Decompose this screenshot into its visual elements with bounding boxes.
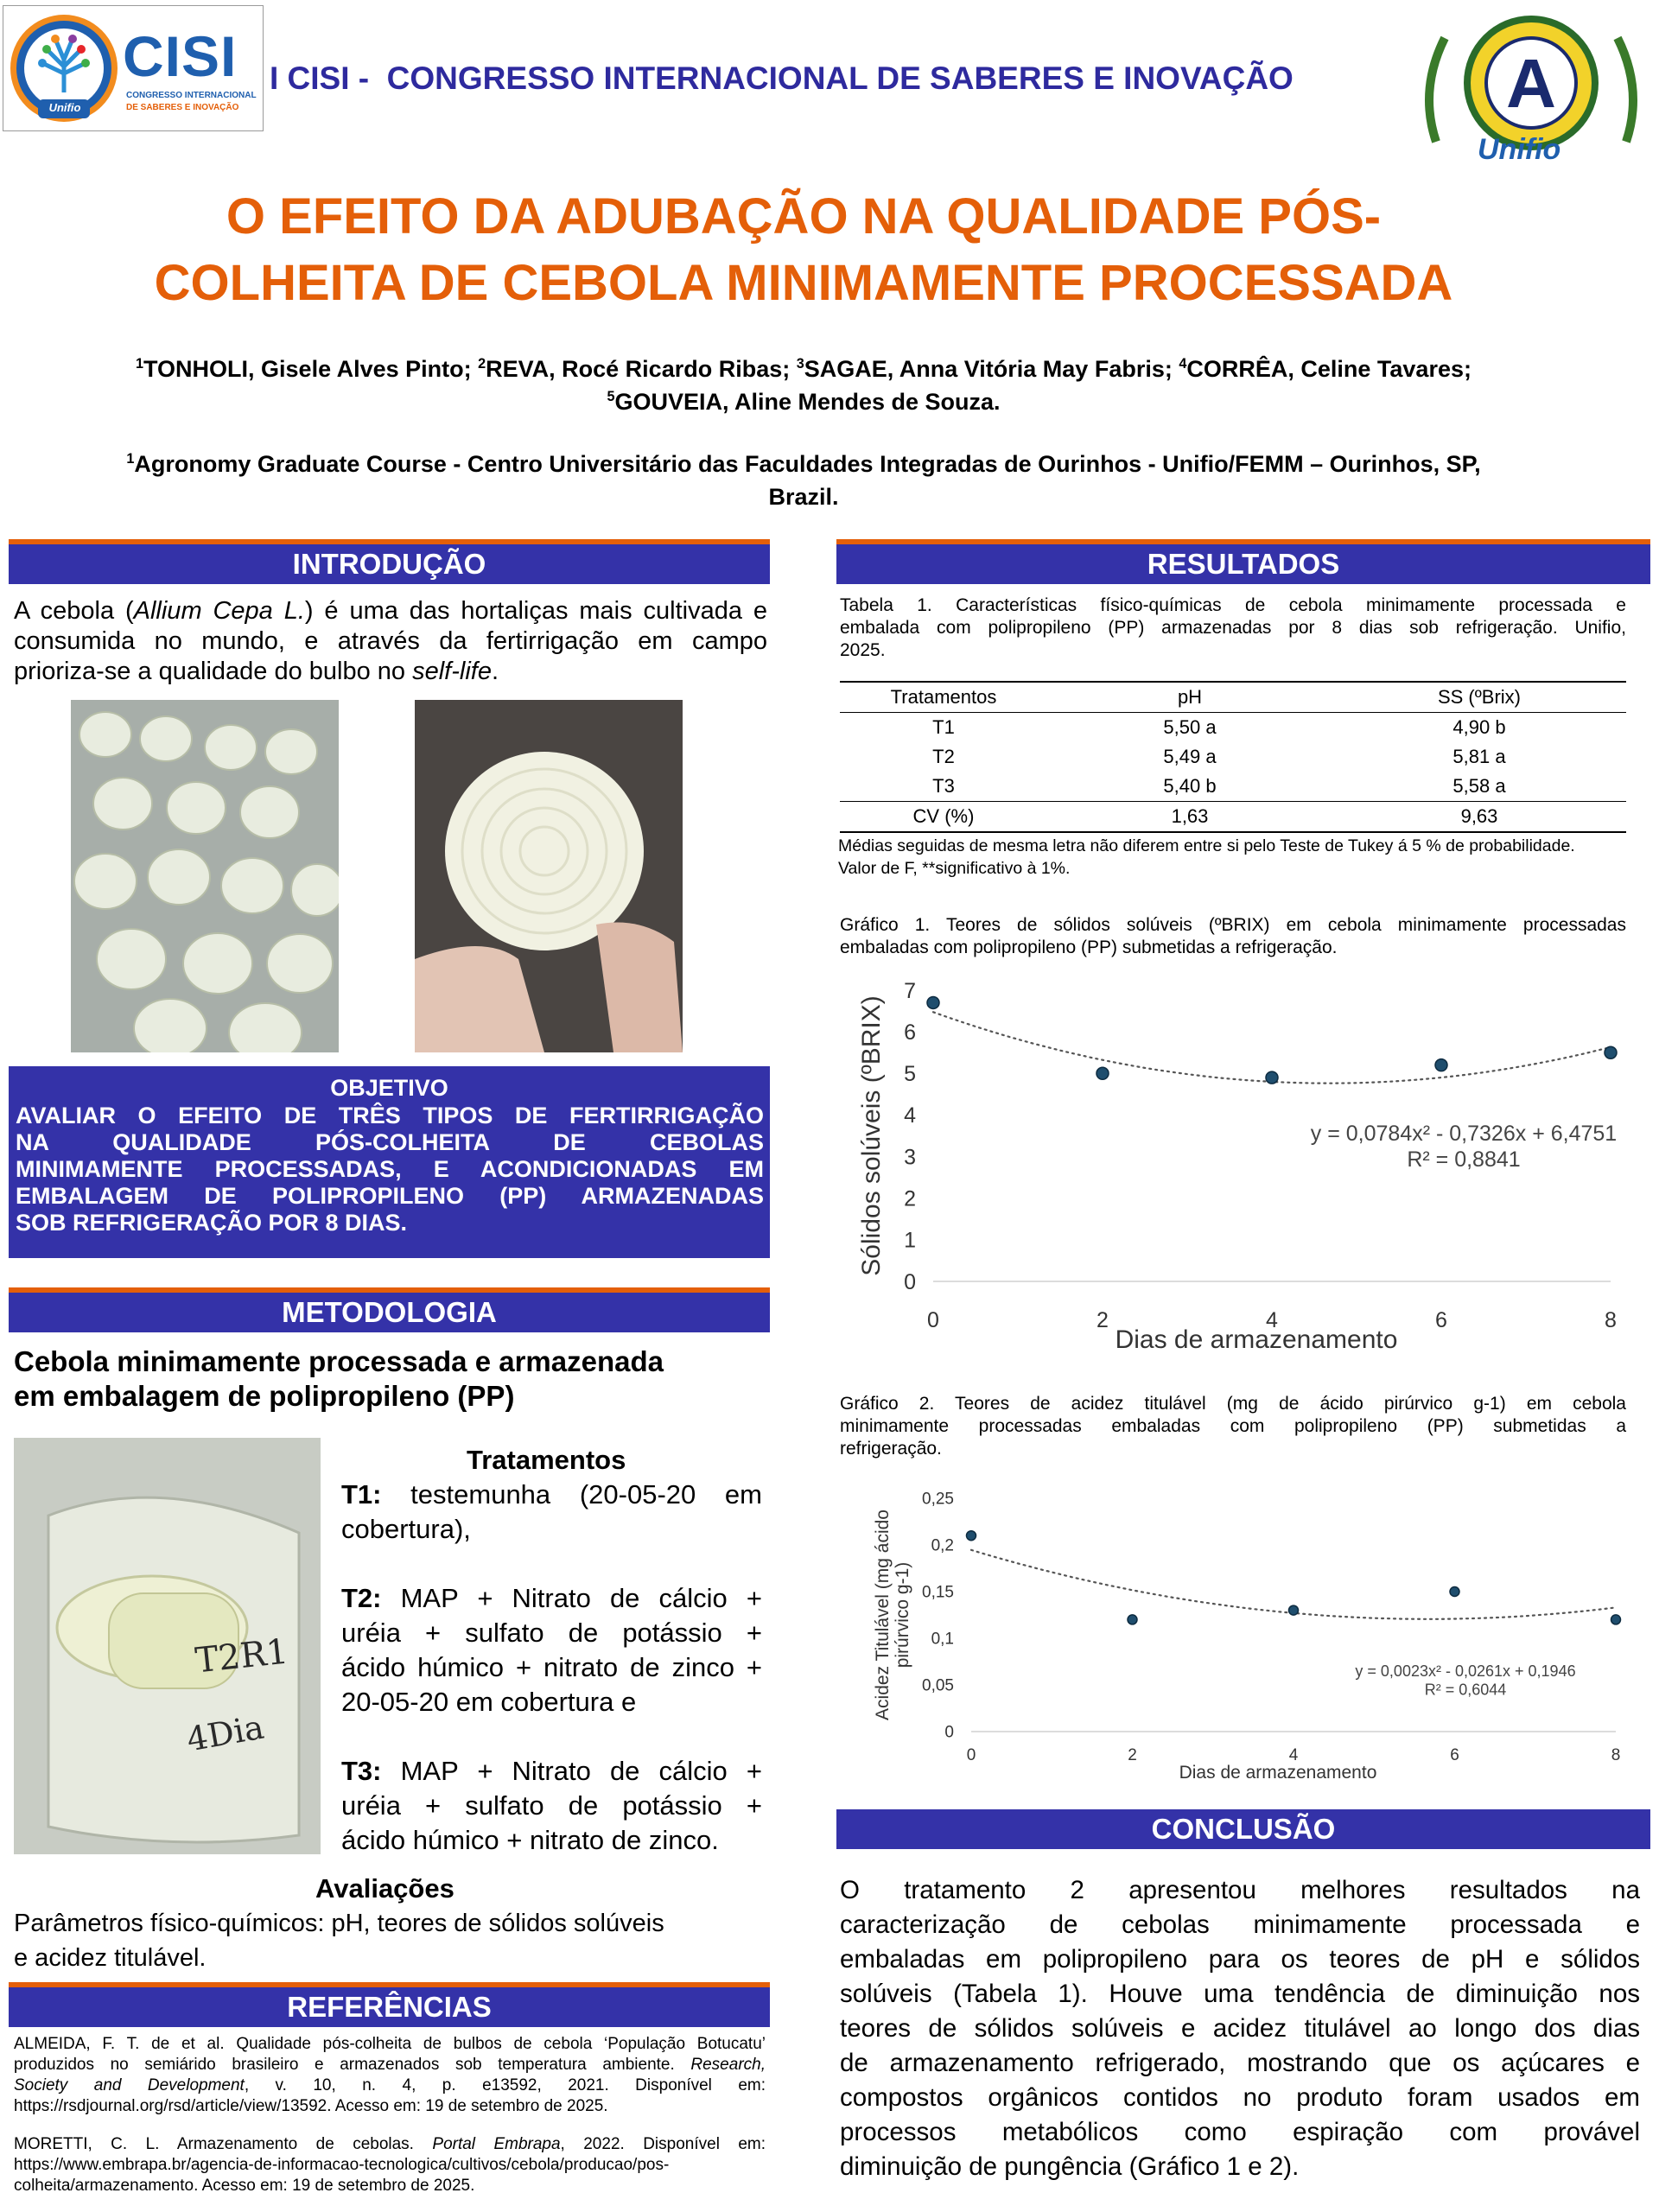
y-tick-label: 0 [904,1269,916,1294]
y-tick-label: 2 [904,1186,916,1211]
chart-soluble-solids [836,968,1649,1357]
cisi-logo [3,5,264,131]
onions-tray-image [71,700,339,1052]
table [840,681,1626,833]
y-tick-label: 1 [904,1228,916,1253]
reference-1: ALMEIDA, F. T. de et al. Qualidade pós-colheita de bulbos de cebola ‘População Botucatu’ produzidos no semiárido brasileiro e armazenados sob temperatura ambiente. Research, Society and Development, v. 10, n. 4, p. e13592, 2021. Disponível em: https://rsdjournal.org/rsd/article/view/13592. Acesso em: 19 de setembro de 2025. [14,2035,766,2115]
table-caption: Tabela 1. Características físico-químicas de cebola minimamente processada e embalada com polipropileno (PP) armazenadas por 8 dias sob refrigeração. Unifio, 2025. [840,595,1626,660]
congress-title: I CISI - CONGRESSO INTERNACIONAL DE SABERES E INOVAÇÃO [270,60,1294,96]
metodologia-subheading-line1: Cebola minimamente processada e armazenada [14,1345,664,1377]
x-axis-label: Dias de armazenamento [1179,1763,1377,1783]
data-point [967,1531,976,1541]
tratamentos-list [341,1478,762,1858]
y-tick-label: 7 [904,978,916,1003]
authors-line2: $^5$GOUVEIA, Aline Mendes de Souza. [607,389,1001,415]
y-tick-label: 0,1 [931,1630,954,1649]
table-row: CV (%) 1,63 9,63 [840,802,1626,833]
reference-2: MORETTI, C. L. Armazenamento de cebolas. Portal Embrapa, 2022. Disponível em: https://www.embrapa.br/agencia-de-informacao-tecnologica/cultivos/cebola/producao/pos- colheita/armazenamento. Acesso em: 19 de setembro de 2025. [14,2135,766,2195]
data-point [1605,1046,1617,1058]
data-point [1266,1071,1278,1084]
x-tick-label: 4 [1266,1308,1278,1332]
table-header: pH [1177,686,1203,708]
chart-titratable-acidity [836,1478,1649,1785]
resultados-heading: RESULTADOS [836,544,1650,584]
photo-label-1: T2R1 [193,1631,290,1681]
data-point [1289,1605,1299,1615]
data-point [1096,1067,1109,1079]
onion-slice-image [415,700,683,1052]
table-note: Médias seguidas de mesma letra não diferem entre si pelo Teste de Tukey á 5 % de probabilidade. Valor de F, **significativo à 1%. [838,836,1575,878]
authors-line1: $^1$TONHOLI, Gisele Alves Pinto; $^2$REVA, Rocé Ricardo Ribas; $^3$SAGAE, Anna Vitória May Fabris; $^4$CORRÊA, Celine Tavares; [136,356,1471,382]
t3-block: T3: MAP + Nitrato de cálcio + uréia + sulfato de potássio + ácido húmico + nitrato de zinco. [341,1756,762,1855]
poster-title [0,183,1607,316]
tratamentos-title: Tratamentos [467,1445,626,1475]
avaliacoes-text: Parâmetros físico-químicos: pH, teores de sólidos solúveis e acidez titulável. [14,1910,664,1972]
objetivo-line3: MINIMAMENTE PROCESSADAS, E ACONDICIONADAS EM [16,1156,764,1182]
intro-line2: consumida no mundo, e através da fertirrigação em campo [14,627,767,655]
table-row: T3 5,40 b 5,58 a [840,772,1626,802]
poster-title-line2: COLHEITA DE CEBOLA MINIMAMENTE PROCESSADA [154,255,1453,311]
onions-tray-photo [71,700,339,1052]
table-header: SS (ºBrix) [1437,686,1522,708]
y-axis-label: Sólidos solúveis (ºBRIX) [857,995,886,1276]
trendline-equation: y = 0,0784x² - 0,7326x + 6,4751 [1310,1122,1618,1146]
chart2-caption: Gráfico 2. Teores de acidez titulável (mg de ácido pirúrvico g-1) em cebola minimamente processadas embaladas com polipropileno (PP) submetidas a refrigeração. [840,1394,1626,1459]
t1-block: T1: testemunha (20-05-20 em cobertura), [341,1479,762,1544]
metodologia-subheading [14,1344,664,1414]
objetivo-line1: AVALIAR O EFEITO DE TRÊS TIPOS DE FERTIRRIGAÇÃO [16,1103,764,1128]
y-tick-label: 0 [944,1723,954,1742]
logo-right-wordmark: Unifio [1478,133,1561,166]
poster-title-line1: O EFEITO DA ADUBAÇÃO NA QUALIDADE PÓS- [226,188,1382,245]
y-tick-label: 3 [904,1145,916,1170]
x-tick-label: 6 [1450,1746,1459,1764]
objetivo-text [16,1103,764,1236]
logo-left-sub1: CONGRESSO INTERNACIONAL [126,91,257,100]
onion-slice-photo [415,700,683,1052]
y-tick-label: 6 [904,1020,916,1045]
y-tick-label: 4 [904,1103,916,1128]
logo-left-sub2: DE SABERES E INOVAÇÃO [126,103,239,112]
t2-block: T2: MAP + Nitrato de cálcio + uréia + sulfato de potássio + ácido húmico + nitrato de zinco + 20-05-20 em cobertura e [341,1583,762,1717]
objetivo-line5: SOB REFRIGERAÇÃO POR 8 DIAS. [16,1210,408,1236]
intro-line1: A cebola (Allium Cepa L.) é uma das hortaliças mais cultivada e [14,597,767,625]
affiliation-line2: Brazil. [768,484,839,510]
data-point [1611,1615,1621,1624]
table-row: T2 5,49 a 5,81 a [932,746,1506,767]
data-point [927,996,939,1008]
trendline-equation: y = 0,0023x² - 0,0261x + 0,1946 [1355,1662,1576,1680]
table-header: Tratamentos [890,686,997,708]
objetivo-heading: OBJETIVO [330,1075,448,1101]
results-table [840,681,1626,833]
conclusao-heading: CONCLUSÃO [836,1809,1650,1849]
affiliation [0,448,1607,513]
logo-left-badge: Unifio [48,101,81,114]
objetivo-line4: EMBALAGEM DE POLIPROPILENO (PP) ARMAZENADAS [16,1183,764,1209]
x-tick-label: 2 [1096,1308,1109,1332]
x-tick-label: 6 [1435,1308,1447,1332]
x-tick-label: 0 [927,1308,939,1332]
metodologia-heading: METODOLOGIA [9,1293,770,1332]
metodologia-subheading-line2: em embalagem de polipropileno (PP) [14,1380,515,1412]
y-tick-label: 5 [904,1062,916,1087]
x-tick-label: 2 [1128,1746,1137,1764]
packaged-onion-photo [14,1438,321,1854]
x-tick-label: 0 [966,1746,976,1764]
logo-left-wordmark: CISI [123,24,238,88]
intro-line3: prioriza-se a qualidade do bulbo no self-life. [14,658,499,685]
x-axis-label: Dias de armazenamento [1115,1325,1398,1354]
y-tick-label: 0,05 [922,1676,954,1695]
chart1-caption: Gráfico 1. Teores de sólidos solúveis (ºBRIX) em cebola minimamente processadas embaladas com polipropileno (PP) submetidas a refrigeração. [840,915,1626,957]
affiliation-line1: $^1$Agronomy Graduate Course - Centro Universitário das Faculdades Integradas de Ourinhos - Unifio/FEMM – Ourinhos, SP, [126,451,1481,477]
y-axis-label: Acidez Titulável (mg ácido [873,1510,893,1720]
x-tick-label: 4 [1288,1746,1299,1764]
trendline-r2: R² = 0,8841 [1407,1147,1521,1172]
x-tick-label: 8 [1605,1308,1617,1332]
avaliacoes-title: Avaliações [315,1873,454,1904]
data-point [1450,1587,1459,1597]
data-point [1128,1615,1137,1624]
photo-label-2: 4Dia [183,1707,267,1759]
trendline-r2: R² = 0,6044 [1424,1681,1507,1699]
authors [0,353,1607,418]
objetivo-line2: NA QUALIDADE PÓS-COLHEITA DE CEBOLAS [16,1129,764,1155]
x-tick-label: 8 [1611,1746,1621,1764]
y-axis-label: pirúrvico g-1) [893,1561,913,1669]
svg-text:A: A [1506,45,1556,122]
y-tick-label: 0,2 [931,1536,954,1555]
y-tick-label: 0,25 [922,1490,954,1509]
intro-heading: INTRODUÇÃO [9,544,770,584]
conclusao-text: O tratamento 2 apresentou melhores resultados na caracterização de cebolas minimamente processada e embaladas em polipropileno para os teores de pH e sólidos solúveis (Tabela 1). Houve uma tendência de diminuição nos teores de sólidos solúveis e acidez titulável ao longo dos dias de armazenamento refrigerado, mostrando que os açúcares e compostos orgânicos contidos no produto foram usados em processos metabólicos como espiração com provável diminuição de pungência (Gráfico 1 e 2). [840,1876,1640,2181]
objetivo-box [9,1066,770,1258]
intro-text [14,596,767,687]
data-point [1435,1059,1447,1071]
referencias-heading: REFERÊNCIAS [9,1987,770,2027]
faculty-logo [1410,12,1652,168]
table-row: T1 5,50 a 4,90 b [932,716,1506,738]
y-tick-label: 0,15 [922,1583,954,1602]
